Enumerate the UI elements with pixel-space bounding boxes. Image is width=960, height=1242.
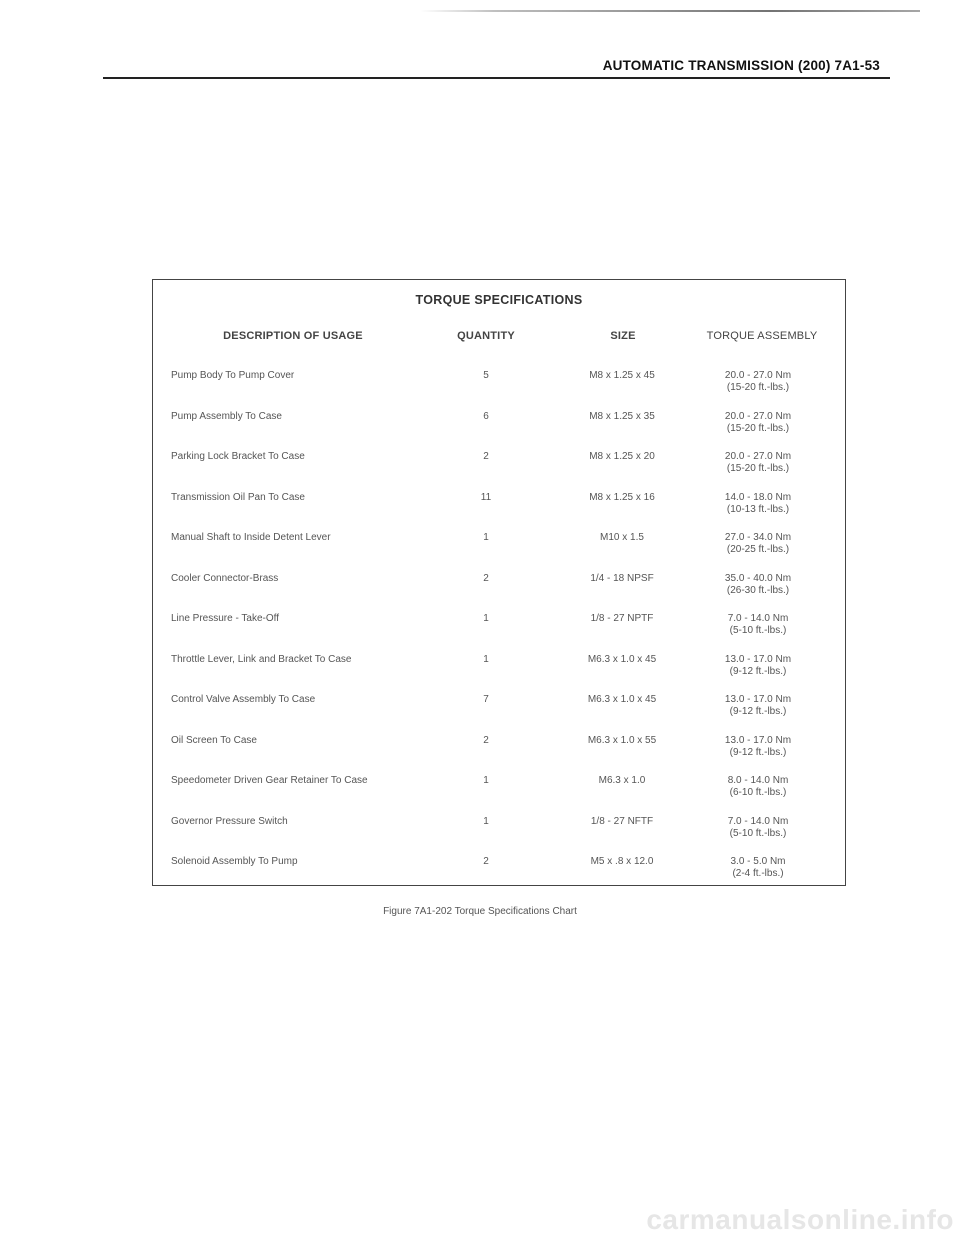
cell-torque <box>683 573 833 597</box>
cell-torque <box>683 694 833 718</box>
figure-caption: Figure 7A1-202 Torque Specifications Chart <box>383 906 577 917</box>
cell-quantity: 6 <box>483 410 489 422</box>
torque-ftlbs: (5-10 ft.-lbs.) <box>729 625 787 636</box>
torque-ftlbs: (15-20 ft.-lbs.) <box>726 463 790 474</box>
header-rule <box>103 77 890 79</box>
cell-quantity: 2 <box>483 572 489 584</box>
cell-size: M8 x 1.25 x 35 <box>589 410 655 422</box>
cell-quantity: 2 <box>483 451 489 462</box>
torque-ftlbs: (5-10 ft.-lbs.) <box>729 827 787 839</box>
cell-description: Parking Lock Bracket To Case <box>171 451 305 462</box>
torque-nm: 3.0 - 5.0 Nm <box>730 856 786 867</box>
cell-quantity: 11 <box>480 491 492 503</box>
cell-quantity: 2 <box>483 734 489 746</box>
cell-size: M6.3 x 1.0 x 45 <box>587 694 657 705</box>
cell-quantity: 1 <box>483 775 489 786</box>
torque-nm: 7.0 - 14.0 Nm <box>727 815 789 827</box>
cell-size: M6.3 x 1.0 <box>598 775 646 786</box>
cell-torque <box>683 654 833 678</box>
torque-nm: 8.0 - 14.0 Nm <box>727 775 789 786</box>
scan-artifact-line <box>420 10 920 12</box>
table-row <box>153 451 845 492</box>
cell-description: Speedometer Driven Gear Retainer To Case <box>171 775 368 786</box>
torque-ftlbs: (9-12 ft.-lbs.) <box>729 746 787 758</box>
cell-torque <box>683 370 833 394</box>
cell-size: M10 x 1.5 <box>600 532 644 543</box>
cell-description: Pump Body To Pump Cover <box>171 370 295 381</box>
torque-ftlbs: (15-20 ft.-lbs.) <box>726 382 790 393</box>
cell-torque <box>683 775 833 799</box>
torque-ftlbs: (2-4 ft.-lbs.) <box>732 868 784 879</box>
torque-ftlbs: (26-30 ft.-lbs.) <box>726 584 790 596</box>
torque-nm: 20.0 - 27.0 Nm <box>724 451 792 462</box>
cell-size: 1/8 - 27 NFTF <box>590 815 654 827</box>
cell-size: M6.3 x 1.0 x 55 <box>587 734 657 746</box>
table-row <box>153 694 845 735</box>
cell-quantity: 5 <box>483 370 489 381</box>
torque-nm: 7.0 - 14.0 Nm <box>727 613 789 624</box>
cell-torque <box>683 411 833 435</box>
column-header-quantity: QUANTITY <box>457 330 515 342</box>
torque-nm: 20.0 - 27.0 Nm <box>724 410 792 422</box>
table-row <box>153 370 845 411</box>
cell-description: Manual Shaft to Inside Detent Lever <box>171 532 331 543</box>
torque-nm: 20.0 - 27.0 Nm <box>724 370 792 381</box>
cell-quantity: 1 <box>483 653 489 665</box>
cell-size: M6.3 x 1.0 x 45 <box>587 653 657 665</box>
column-header-size: SIZE <box>610 330 636 342</box>
cell-torque <box>683 492 833 516</box>
cell-quantity: 2 <box>483 856 489 867</box>
cell-description: Governor Pressure Switch <box>171 815 288 827</box>
torque-nm: 13.0 - 17.0 Nm <box>724 653 792 665</box>
table-body <box>153 370 845 897</box>
torque-ftlbs: (9-12 ft.-lbs.) <box>729 706 787 717</box>
cell-size: 1/8 - 27 NPTF <box>590 613 654 624</box>
cell-quantity: 1 <box>483 613 489 624</box>
cell-description: Line Pressure - Take-Off <box>171 613 280 624</box>
torque-specifications-table <box>152 279 846 886</box>
cell-size: 1/4 - 18 NPSF <box>590 572 654 584</box>
torque-nm: 13.0 - 17.0 Nm <box>724 734 792 746</box>
cell-size: M5 x .8 x 12.0 <box>590 856 654 867</box>
table-row <box>153 654 845 695</box>
table-row <box>153 735 845 776</box>
page-header-title: AUTOMATIC TRANSMISSION (200) 7A1-53 <box>602 58 880 73</box>
column-header-description: DESCRIPTION OF USAGE <box>223 330 363 342</box>
cell-quantity: 7 <box>483 694 489 705</box>
torque-ftlbs: (9-12 ft.-lbs.) <box>729 665 787 677</box>
cell-torque <box>683 613 833 637</box>
site-watermark: carmanualsonline.info <box>646 1204 954 1235</box>
torque-nm: 13.0 - 17.0 Nm <box>724 694 792 705</box>
column-header-torque: TORQUE ASSEMBLY <box>706 330 818 342</box>
cell-description: Solenoid Assembly To Pump <box>171 856 298 867</box>
torque-ftlbs: (10-13 ft.-lbs.) <box>726 503 790 515</box>
torque-nm: 27.0 - 34.0 Nm <box>724 532 792 543</box>
cell-description: Throttle Lever, Link and Bracket To Case <box>171 653 352 665</box>
table-row <box>153 856 845 897</box>
torque-nm: 14.0 - 18.0 Nm <box>724 491 792 503</box>
cell-size: M8 x 1.25 x 45 <box>589 370 655 381</box>
cell-description: Control Valve Assembly To Case <box>171 694 316 705</box>
torque-ftlbs: (15-20 ft.-lbs.) <box>726 422 790 434</box>
cell-size: M8 x 1.25 x 16 <box>589 491 655 503</box>
table-row <box>153 775 845 816</box>
cell-torque <box>683 532 833 556</box>
table-title: TORQUE SPECIFICATIONS <box>415 293 583 307</box>
torque-ftlbs: (20-25 ft.-lbs.) <box>726 544 790 555</box>
cell-quantity: 1 <box>483 815 489 827</box>
table-row <box>153 573 845 614</box>
cell-description: Transmission Oil Pan To Case <box>171 491 305 503</box>
cell-description: Oil Screen To Case <box>171 734 257 746</box>
table-row <box>153 532 845 573</box>
cell-description: Pump Assembly To Case <box>171 410 282 422</box>
torque-ftlbs: (6-10 ft.-lbs.) <box>729 787 787 798</box>
table-row <box>153 816 845 857</box>
cell-torque <box>683 735 833 759</box>
cell-quantity: 1 <box>483 532 489 543</box>
cell-torque <box>683 856 833 880</box>
table-row <box>153 613 845 654</box>
table-row <box>153 411 845 452</box>
cell-torque <box>683 816 833 840</box>
cell-torque <box>683 451 833 475</box>
torque-nm: 35.0 - 40.0 Nm <box>724 572 792 584</box>
table-row <box>153 492 845 533</box>
cell-description: Cooler Connector-Brass <box>171 572 279 584</box>
cell-size: M8 x 1.25 x 20 <box>589 451 655 462</box>
